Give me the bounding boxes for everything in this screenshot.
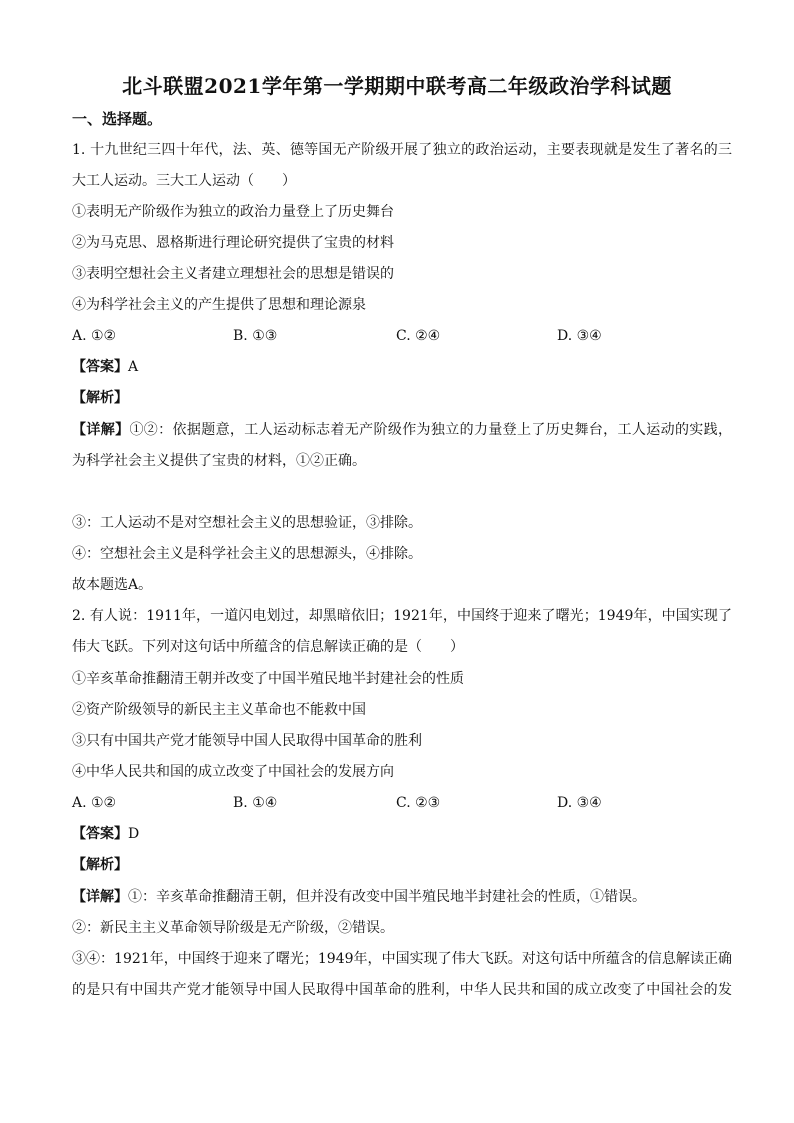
q2-option-d: D. ③④	[557, 795, 602, 811]
q2-detail-line3: ③④：1921年，中国终于迎来了曙光；1949年，中国实现了伟大飞跃。对这句话中所蕴含的信息解读正确	[72, 951, 732, 967]
q1-item-2: ②为马克思、恩格斯进行理论研究提供了宝贵的材料	[72, 235, 394, 251]
q2-item-1: ①辛亥革命推翻清王朝并改变了中国半殖民地半封建社会的性质	[72, 671, 464, 687]
q1-stem-line1: 1. 十九世纪三四十年代，法、英、德等国无产阶级开展了独立的政治运动，主要表现就是发生了著名的三	[72, 142, 732, 158]
q2-detail-tag: 【详解】	[72, 889, 128, 905]
q1-stem-line2: 大工人运动。三大工人运动（ ）	[72, 173, 296, 189]
q2-option-b: B. ①④	[233, 795, 278, 811]
page-title: 北斗联盟2021学年第一学期期中联考高二年级政治学科试题	[122, 74, 672, 98]
q1-option-d: D. ③④	[557, 328, 602, 344]
q1-option-a: A. ①②	[72, 328, 117, 344]
q1-answer	[72, 357, 732, 377]
q1-detail-line3: ③：工人运动不是对空想社会主义的思想验证，③排除。	[72, 515, 422, 531]
q1-detail-tag: 【详解】	[72, 422, 130, 438]
q1-item-4: ④为科学社会主义的产生提供了思想和理论源泉	[72, 297, 366, 313]
q2-detail-line2: ②：新民主主义革命领导阶级是无产阶级，②错误。	[72, 920, 394, 936]
q2-item-3: ③只有中国共产党才能领导中国人民取得中国革命的胜利	[72, 733, 422, 749]
q1-option-c: C. ②④	[396, 328, 441, 344]
section-heading: 一、选择题。	[72, 110, 163, 128]
q2-answer-tag: 【答案】	[72, 826, 128, 842]
q2-option-a: A. ①②	[72, 795, 117, 811]
q2-analysis-tag: 【解析】	[72, 857, 128, 873]
q1-item-1: ①表明无产阶级作为独立的政治力量登上了历史舞台	[72, 204, 394, 220]
q2-item-2: ②资产阶级领导的新民主主义革命也不能救中国	[72, 702, 366, 718]
q2-stem-line1: 2. 有人说：1911年，一道闪电划过，却黑暗依旧；1921年，中国终于迎来了曙光；1949年，中国实现了	[72, 608, 732, 624]
q1-answer-value: A	[128, 359, 139, 375]
q2-answer-value: D	[128, 826, 140, 842]
q1-analysis-tag: 【解析】	[72, 390, 128, 406]
q2-detail-line4: 的是只有中国共产党才能领导中国人民取得中国革命的胜利，中华人民共和国的成立改变了中国社会的发	[72, 982, 732, 998]
q1-detail-text1: ①②：依据题意，工人运动标志着无产阶级作为独立的力量登上了历史舞台，工人运动的实践，	[129, 422, 733, 438]
q1-answer-tag: 【答案】	[72, 359, 128, 375]
q2-answer	[72, 824, 732, 844]
q2-detail-line1	[72, 887, 732, 907]
q1-detail-line4: ④：空想社会主义是科学社会主义的思想源头，④排除。	[72, 546, 422, 562]
q1-item-3: ③表明空想社会主义者建立理想社会的思想是错误的	[72, 266, 394, 282]
q1-detail-line1	[72, 420, 732, 440]
q2-item-4: ④中华人民共和国的成立改变了中国社会的发展方向	[72, 764, 394, 780]
q2-stem-line2: 伟大飞跃。下列对这句话中所蕴含的信息解读正确的是（ ）	[72, 639, 464, 655]
q1-detail-line2: 为科学社会主义提供了宝贵的材料，①②正确。	[72, 453, 366, 469]
q2-detail-text1: ①：辛亥革命推翻清王朝，但并没有改变中国半殖民地半封建社会的性质，①错误。	[128, 889, 646, 905]
q2-option-c: C. ②③	[396, 795, 441, 811]
q1-conclusion: 故本题选A。	[72, 577, 153, 593]
q1-option-b: B. ①③	[233, 328, 278, 344]
